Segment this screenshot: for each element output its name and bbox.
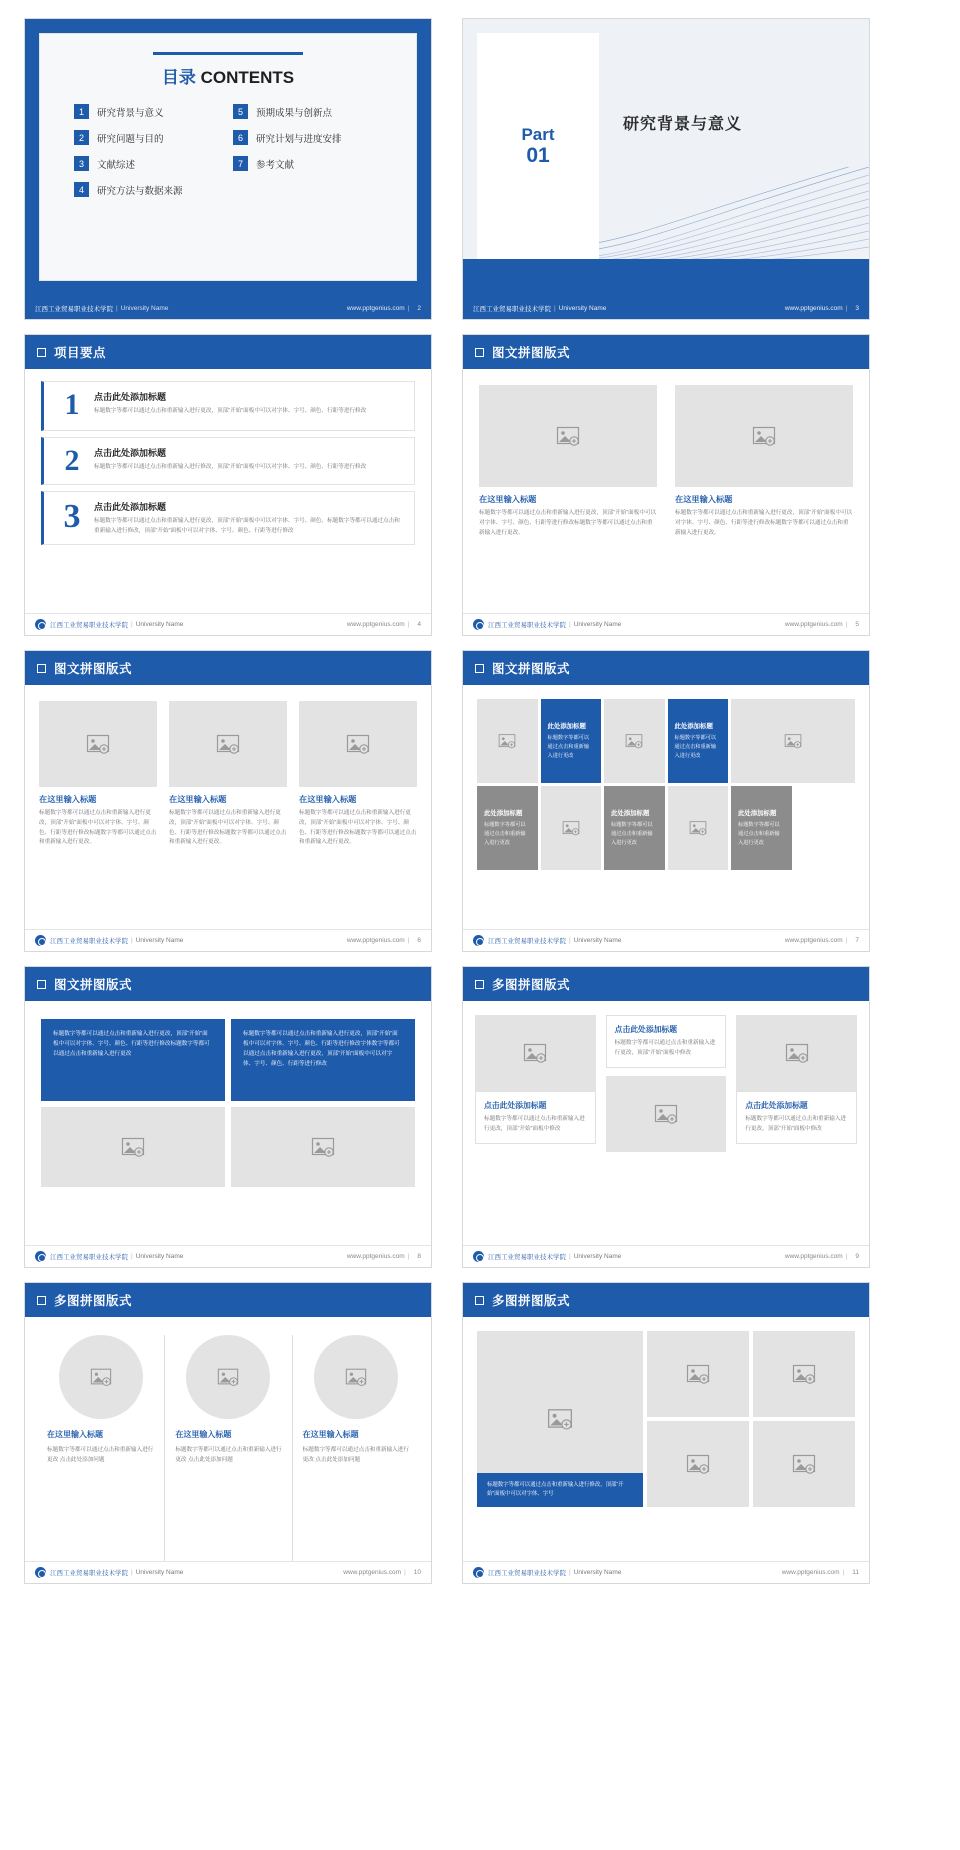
column-text: 标题数字等都可以通过点击和重新输入进行更改，顶部“开始”面板中可以对字体、字号、颜色、行距等进行修改标题数字等都可以通过点击和重新输入进行更改。 [39, 810, 157, 846]
key-point-text: 标题数字等都可以通过点击和重新输入进行更改，顶部“开始”面板中可以对字体、字号、颜色、标题数字等都可以通过点击和重新输入进行修改，顶部“开始”面板中可以对字体、字号、颜色、行距等进行修改 [94, 518, 400, 534]
slide-header-title: 多图拼图版式 [54, 1294, 133, 1308]
slide-body [463, 1001, 869, 1245]
card-column [606, 1015, 727, 1245]
slide-header [25, 651, 431, 685]
picture-icon [562, 819, 580, 837]
slide-header [463, 1283, 869, 1317]
slide-footer [463, 929, 869, 951]
footer-separator: | [569, 937, 571, 944]
picture-icon [498, 732, 516, 750]
circle-column [37, 1335, 164, 1561]
image-text-column [39, 701, 157, 929]
footer-university: 江西工业贸易职业技术学院 [35, 305, 113, 313]
footer-url: www.pptgenius.com [346, 621, 405, 628]
footer-separator: | [404, 1569, 406, 1576]
image-placeholder[interactable] [604, 699, 665, 783]
picture-icon [547, 1406, 573, 1432]
key-point-row[interactable] [41, 381, 415, 431]
footer-university: 江西工业贸易职业技术学院 [50, 1570, 128, 1577]
footer-separator: | [407, 1253, 410, 1260]
slide-text-over-images[interactable] [24, 966, 432, 1268]
image-placeholder[interactable] [675, 385, 853, 487]
picture-icon [90, 1366, 112, 1388]
logo-icon [35, 1567, 46, 1578]
column-caption: 在这里输入标题 [47, 1430, 103, 1439]
page-title [40, 63, 416, 88]
image-placeholder[interactable] [753, 1421, 855, 1507]
toc-label: 研究背景与意义 [97, 107, 164, 119]
footer-separator: | [842, 1569, 845, 1576]
picture-icon [625, 732, 643, 750]
picture-icon [785, 1041, 809, 1065]
section-heading: 研究背景与意义 [623, 116, 743, 133]
card-title: 点击此处添加标题 [484, 1101, 547, 1110]
slide-header [463, 651, 869, 685]
slide-footer [25, 297, 431, 319]
footer-page-number: 5 [855, 621, 859, 628]
slide-header-title: 图文拼图版式 [54, 662, 133, 676]
image-caption: 标题数字等都可以通过点击和重新输入进行修改，顶部“开始”面板中可以对字体、字号 [477, 1473, 643, 1507]
slide-footer [25, 929, 431, 951]
key-point-title: 点击此处添加标题 [94, 392, 167, 402]
footer-page-number: 10 [413, 1569, 421, 1576]
column-text: 标题数字等都可以通过点击和重新输入进行更改，顶部“开始”面板中可以对字体、字号、颜色、行距等进行修改标题数字等都可以通过点击和重新输入进行更改。 [169, 810, 287, 846]
footer-url: www.pptgenius.com [781, 1569, 840, 1576]
footer-university-en: University Name [573, 1253, 622, 1260]
image-placeholder[interactable] [731, 699, 855, 783]
slide-header [25, 1283, 431, 1317]
title-cn: 目录 [161, 68, 196, 87]
slide-header-title: 项目要点 [54, 346, 107, 360]
column-caption: 在这里输入标题 [299, 795, 357, 804]
slide-footer [25, 1245, 431, 1267]
slide-footer [25, 1561, 431, 1583]
footer-university-en: University Name [135, 1253, 184, 1260]
picture-icon [311, 1135, 335, 1159]
column-text: 标题数字等都可以通过点击和重新输入进行更改，顶部“开始”面板中可以对字体、字号、颜色、行距等进行修改标题数字等都可以通过点击和重新输入进行更改。 [479, 510, 657, 536]
slide-header [25, 335, 431, 369]
toc-label: 预期成果与创新点 [256, 107, 333, 119]
circle-image-placeholder[interactable] [59, 1335, 143, 1419]
footer-separator: | [131, 621, 133, 628]
footer-university: 江西工业贸易职业技术学院 [488, 938, 566, 945]
footer-university-en: University Name [135, 621, 184, 628]
footer-separator: | [407, 621, 410, 628]
decorative-wave-graphic [569, 167, 869, 263]
footer-separator: | [554, 304, 556, 312]
picture-icon [86, 732, 110, 756]
footer-university: 江西工业贸易职业技术学院 [473, 305, 551, 313]
tile-title: 此处添加标题 [738, 810, 777, 818]
slide-key-points[interactable] [24, 334, 432, 636]
footer-separator: | [131, 1569, 133, 1576]
column-caption: 在这里输入标题 [175, 1430, 232, 1439]
footer-university: 江西工业贸易职业技术学院 [50, 1254, 128, 1261]
picture-icon [784, 732, 802, 750]
image-placeholder[interactable] [299, 701, 417, 787]
toc-label: 文献综述 [97, 159, 136, 171]
footer-separator: | [407, 304, 410, 312]
slide-header-title: 图文拼图版式 [54, 978, 133, 992]
square-bullet-icon [475, 664, 484, 673]
slide-mosaic-layout[interactable] [462, 650, 870, 952]
key-point-number: 3 [63, 498, 81, 535]
square-bullet-icon [37, 1296, 46, 1305]
slide-body [463, 685, 869, 929]
footer-university: 江西工业贸易职业技术学院 [50, 622, 128, 629]
picture-icon [216, 732, 240, 756]
bottom-blue-band [463, 259, 869, 297]
toc-number: 4 [74, 182, 89, 197]
main-image-placeholder[interactable] [477, 1331, 643, 1507]
footer-separator: | [845, 304, 848, 312]
logo-icon [35, 1251, 46, 1262]
footer-page-number: 2 [417, 304, 421, 312]
toc-label: 参考文献 [256, 159, 295, 171]
footer-url: www.pptgenius.com [346, 304, 405, 312]
footer-url: www.pptgenius.com [346, 1253, 405, 1260]
column-caption: 在这里输入标题 [39, 795, 97, 804]
toc-item[interactable] [233, 104, 382, 119]
slide-contents[interactable] [24, 18, 432, 320]
mosaic-text-tile[interactable] [477, 786, 538, 870]
footer-university-en: University Name [558, 304, 607, 312]
key-point-text: 标题数字等都可以通过点击和重新输入进行修改，顶部“开始”面板中可以对字体、字号、颜色、行距等进行修改 [94, 464, 367, 470]
footer-university: 江西工业贸易职业技术学院 [50, 938, 128, 945]
footer-university-en: University Name [135, 1569, 184, 1576]
picture-icon [523, 1041, 547, 1065]
slide-section-cover[interactable] [462, 18, 870, 320]
slide-body [463, 1317, 869, 1561]
column-caption: 在这里输入标题 [302, 1430, 359, 1439]
toc-number: 1 [74, 104, 89, 119]
footer-separator: | [845, 937, 848, 944]
logo-icon [473, 1567, 484, 1578]
mosaic-text-tile[interactable] [731, 786, 792, 870]
card-text: 标题数字等都可以通过点击和重新输入进行更改，顶部“开始”面板中修改 [614, 1040, 716, 1056]
image-text-column [169, 701, 287, 929]
slide-header [25, 967, 431, 1001]
picture-icon [686, 1362, 710, 1386]
part-label: Part [521, 124, 555, 144]
text-card[interactable] [475, 1091, 596, 1144]
circle-image-placeholder[interactable] [314, 1335, 398, 1419]
footer-url: www.pptgenius.com [784, 1253, 843, 1260]
mosaic-text-tile[interactable] [604, 786, 665, 870]
square-bullet-icon [37, 348, 46, 357]
card-column [736, 1015, 857, 1245]
toc-list [40, 88, 416, 197]
square-bullet-icon [37, 664, 46, 673]
slide-body [25, 1317, 431, 1561]
slide-big-plus-grid[interactable] [462, 1282, 870, 1584]
toc-label: 研究问题与目的 [97, 133, 164, 145]
slide-body [25, 685, 431, 929]
text-card[interactable] [606, 1015, 727, 1068]
tile-text: 标题数字等都可以通过点击和重新输入进行更改 [674, 735, 717, 759]
column-text: 标题数字等都可以通过点击和重新输入进行更改，顶部“开始”面板中可以对字体、字号、颜色、行距等进行修改标题数字等都可以通过点击和重新输入进行更改。 [675, 510, 853, 536]
image-row [41, 1107, 415, 1187]
logo-icon [35, 619, 46, 630]
image-placeholder[interactable] [647, 1421, 749, 1507]
footer-page-number: 3 [855, 304, 859, 312]
contents-title-wrap [40, 34, 416, 88]
square-bullet-icon [475, 980, 484, 989]
slide-header [463, 335, 869, 369]
footer-separator: | [845, 1253, 848, 1260]
image-placeholder[interactable] [477, 699, 538, 783]
mosaic-text-tile[interactable] [668, 699, 729, 783]
logo-icon [473, 935, 484, 946]
toc-item[interactable] [233, 156, 382, 171]
text-block[interactable]: 标题数字等都可以通过点击和重新输入进行更改，顶部“开始”面板中可以对字体、字号、颜色、行距等进行修改字体数字等都可以通过点击和重新输入进行更改，顶部“开始”面板中可以对字体、字号、颜色、行距等进行修改 [231, 1019, 415, 1101]
card-column [475, 1015, 596, 1245]
toc-item[interactable] [74, 104, 223, 119]
footer-university: 江西工业贸易职业技术学院 [488, 622, 566, 629]
tile-text: 标题数字等都可以通过点击和重新输入进行更改 [484, 822, 526, 846]
tile-text: 标题数字等都可以通过点击和重新输入进行更改 [738, 822, 780, 846]
toc-label: 研究方法与数据来源 [97, 185, 183, 197]
footer-page-number: 4 [417, 621, 421, 628]
text-card[interactable] [736, 1091, 857, 1144]
card-title: 点击此处添加标题 [614, 1025, 678, 1034]
footer-separator: | [131, 1253, 133, 1260]
slide-header-title: 多图拼图版式 [492, 1294, 571, 1308]
image-placeholder[interactable] [479, 385, 657, 487]
image-placeholder[interactable] [39, 701, 157, 787]
footer-university: 江西工业贸易职业技术学院 [488, 1254, 566, 1261]
card-title: 点击此处添加标题 [745, 1101, 808, 1110]
slide-footer [463, 1561, 869, 1583]
tile-title: 此处添加标题 [547, 723, 586, 731]
toc-item[interactable] [74, 156, 223, 171]
circle-column [164, 1335, 291, 1561]
slide-body [25, 369, 431, 613]
footer-url: www.pptgenius.com [784, 937, 843, 944]
part-number: 01 [526, 144, 550, 168]
footer-page-number: 11 [852, 1569, 859, 1576]
title-en: CONTENTS [200, 68, 295, 87]
slide-footer [463, 297, 869, 319]
picture-icon [556, 424, 580, 448]
footer-separator: | [569, 1569, 571, 1576]
picture-icon [345, 1366, 367, 1388]
image-placeholder[interactable] [169, 701, 287, 787]
picture-icon [121, 1135, 145, 1159]
footer-separator: | [845, 621, 848, 628]
logo-icon [35, 935, 46, 946]
key-point-number: 2 [64, 444, 80, 477]
image-placeholder[interactable] [475, 1015, 596, 1091]
column-text: 标题数字等都可以通过点击和重新输入进行更改 点击此处添加问题 [302, 1447, 409, 1464]
text-block-row [41, 1019, 415, 1101]
mosaic-text-tile[interactable] [541, 699, 602, 783]
slide-two-image-layout[interactable] [462, 334, 870, 636]
column-caption: 在这里输入标题 [479, 495, 537, 504]
footer-page-number: 7 [855, 937, 859, 944]
footer-page-number: 9 [855, 1253, 859, 1260]
image-placeholder[interactable] [41, 1107, 225, 1187]
toc-number: 3 [74, 156, 89, 171]
footer-university-en: University Name [573, 1569, 622, 1576]
image-placeholder[interactable] [736, 1015, 857, 1091]
picture-icon [792, 1362, 816, 1386]
slide-header-title: 多图拼图版式 [492, 978, 571, 992]
toc-label: 研究计划与进度安排 [256, 133, 342, 145]
column-text: 标题数字等都可以通过点击和重新输入进行更改 点击此处添加问题 [175, 1447, 282, 1464]
column-caption: 在这里输入标题 [169, 795, 227, 804]
key-point-title: 点击此处添加标题 [94, 448, 167, 458]
toc-number: 6 [233, 130, 248, 145]
picture-icon [752, 424, 776, 448]
square-bullet-icon [475, 348, 484, 357]
toc-number: 5 [233, 104, 248, 119]
text-block[interactable]: 标题数字等都可以通过点击和重新输入进行更改，顶部“开始”面板中可以对字体、字号、颜色、行距等进行修改标题数字等都可以通过点击和重新输入进行更改 [41, 1019, 225, 1101]
slide-header-title: 图文拼图版式 [492, 346, 571, 360]
slide-multi-image-cards[interactable] [462, 966, 870, 1268]
key-point-row[interactable] [41, 491, 415, 545]
slide-three-image-layout[interactable] [24, 650, 432, 952]
toc-item[interactable] [74, 130, 223, 145]
tile-text: 标题数字等都可以通过点击和重新输入进行更改 [547, 735, 590, 759]
image-placeholder[interactable] [668, 786, 729, 870]
image-placeholder[interactable] [231, 1107, 415, 1187]
slide-footer [463, 1245, 869, 1267]
key-point-text: 标题数字等都可以通过点击和重新输入进行更改，顶部“开始”面板中可以对字体、字号、颜色、行距等进行修改 [94, 408, 367, 414]
card-text: 标题数字等都可以通过点击和重新输入进行更改，顶部“开始”面板中修改 [484, 1116, 585, 1132]
footer-separator: | [569, 621, 571, 628]
footer-url: www.pptgenius.com [346, 937, 405, 944]
column-text: 标题数字等都可以通过点击和重新输入进行更改 点击此处添加问题 [47, 1447, 154, 1464]
title-underline [153, 52, 303, 55]
slide-body [25, 1001, 431, 1245]
column-text: 标题数字等都可以通过点击和重新输入进行更改，顶部“开始”面板中可以对字体、字号、颜色、行距等进行修改标题数字等都可以通过点击和重新输入进行更改。 [299, 810, 417, 846]
footer-separator: | [131, 937, 133, 944]
footer-url: www.pptgenius.com [784, 304, 843, 312]
square-bullet-icon [37, 980, 46, 989]
picture-icon [686, 1452, 710, 1476]
square-bullet-icon [475, 1296, 484, 1305]
picture-icon [689, 819, 707, 837]
image-text-column [299, 701, 417, 929]
image-placeholder[interactable] [541, 786, 602, 870]
footer-university-en: University Name [135, 937, 184, 944]
picture-icon [792, 1452, 816, 1476]
slide-body [463, 369, 869, 613]
column-caption: 在这里输入标题 [675, 495, 733, 504]
toc-number: 2 [74, 130, 89, 145]
tile-title: 此处添加标题 [611, 810, 650, 818]
picture-icon [346, 732, 370, 756]
card-text: 标题数字等都可以通过点击和重新输入进行更改，顶部“开始”面板中修改 [745, 1116, 847, 1132]
toc-number: 7 [233, 156, 248, 171]
key-point-title: 点击此处添加标题 [94, 502, 167, 512]
toc-item[interactable] [233, 130, 382, 145]
picture-icon [654, 1102, 678, 1126]
footer-url: www.pptgenius.com [343, 1569, 402, 1576]
footer-url: www.pptgenius.com [784, 621, 843, 628]
circle-image-placeholder[interactable] [186, 1335, 270, 1419]
image-placeholder[interactable] [606, 1076, 727, 1152]
footer-separator: | [569, 1253, 571, 1260]
image-text-column [675, 385, 853, 613]
key-point-number: 1 [64, 388, 80, 421]
footer-separator: | [407, 937, 410, 944]
circle-column [292, 1335, 419, 1561]
logo-icon [473, 1251, 484, 1262]
tile-text: 标题数字等都可以通过点击和重新输入进行更改 [611, 822, 653, 846]
key-point-row[interactable] [41, 437, 415, 485]
footer-separator: | [116, 304, 118, 312]
contents-panel [39, 33, 417, 281]
footer-university: 江西工业贸易职业技术学院 [488, 1570, 566, 1577]
toc-item[interactable] [74, 182, 223, 197]
footer-page-number: 8 [417, 1253, 421, 1260]
slide-header [463, 967, 869, 1001]
footer-university-en: University Name [120, 304, 169, 312]
tile-title: 此处添加标题 [674, 723, 713, 731]
tile-title: 此处添加标题 [484, 810, 523, 818]
image-placeholder[interactable] [753, 1331, 855, 1417]
picture-icon [217, 1366, 239, 1388]
footer-university-en: University Name [573, 937, 622, 944]
slide-footer [463, 613, 869, 635]
image-placeholder[interactable] [647, 1331, 749, 1417]
slide-circle-layout[interactable] [24, 1282, 432, 1584]
image-text-column [479, 385, 657, 613]
slide-footer [25, 613, 431, 635]
logo-icon [473, 619, 484, 630]
footer-page-number: 6 [417, 937, 421, 944]
footer-university-en: University Name [573, 621, 622, 628]
slide-header-title: 图文拼图版式 [492, 662, 571, 676]
part-card [477, 33, 599, 259]
